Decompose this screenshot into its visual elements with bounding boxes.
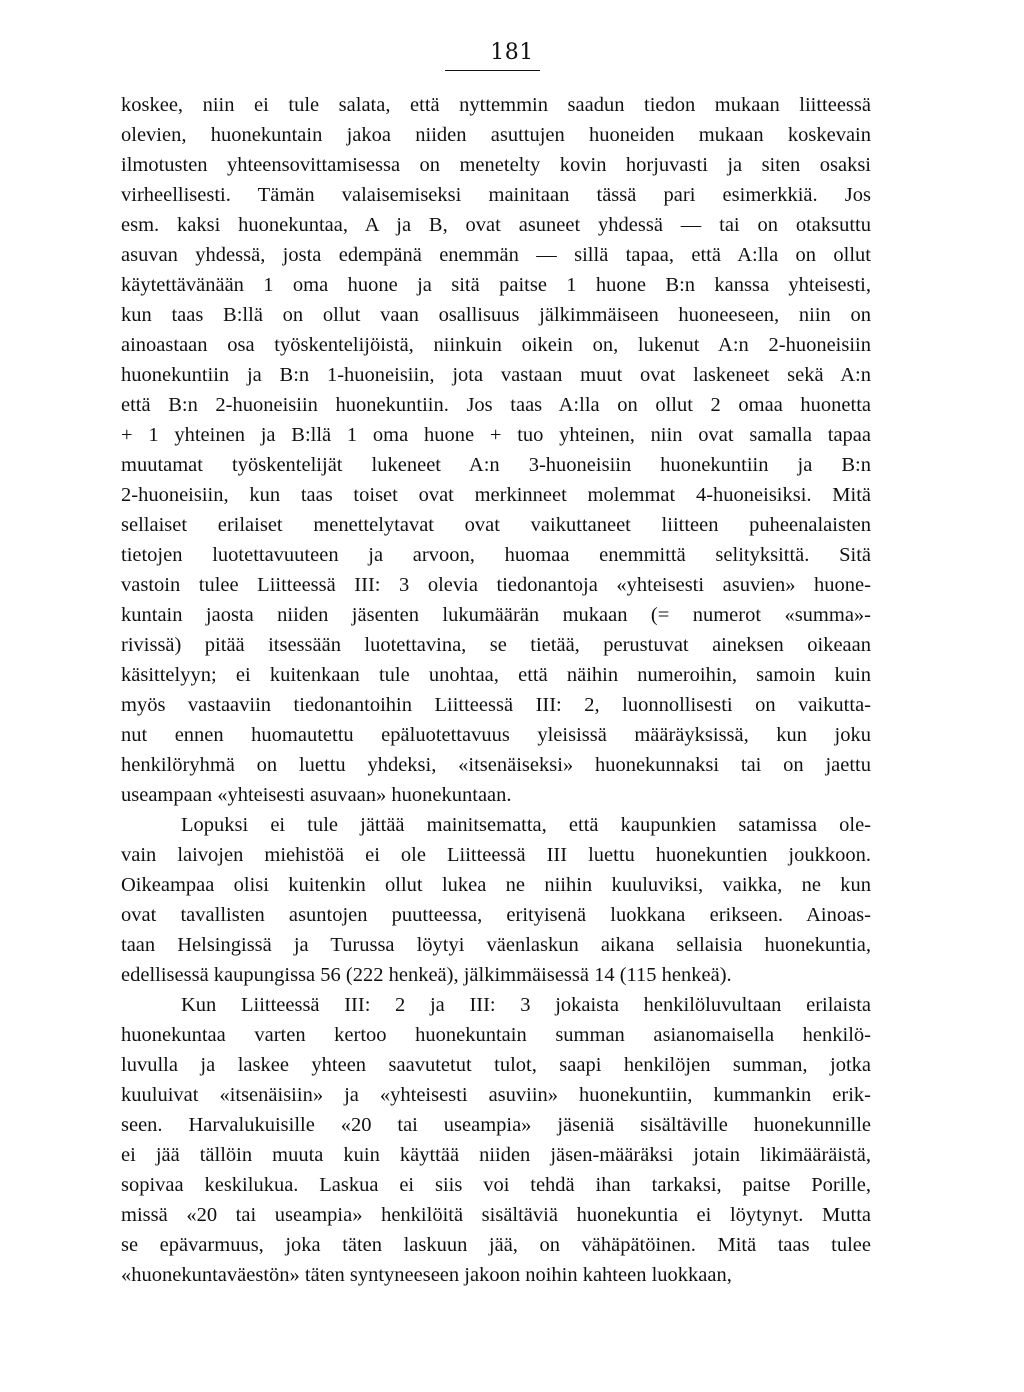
text-line: myös vastaaviin tiedonantoihin Liitteessä III: 2, luonnollisesti on vaikutta- [121, 694, 871, 716]
paragraph [121, 990, 871, 1290]
text-line: sellaiset erilaiset menettelytavat ovat vaikuttaneet liitteen puheenalaisten [121, 514, 871, 536]
text-line: vain laivojen miehistöä ei ole Liitteessä III luettu huonekuntien joukkoon. [121, 844, 871, 866]
paragraph [121, 90, 871, 810]
text-line: 2-huoneisiin, kun taas toiset ovat merkinneet molemmat 4-huoneisiksi. Mitä [121, 484, 871, 506]
text-line: Oikeampaa olisi kuitenkin ollut lukea ne niihin kuuluviksi, vaikka, ne kun [121, 874, 871, 896]
text-line: muutamat työskentelijät lukeneet A:n 3-huoneisiin huonekuntiin ja B:n [121, 454, 871, 476]
text-line: käytettävänään 1 oma huone ja sitä paitse 1 huone B:n kanssa yhteisesti, [121, 274, 871, 296]
text-line: asuvan yhdessä, josta edempänä enemmän — sillä tapaa, että A:lla on ollut [121, 244, 871, 266]
text-line: koskee, niin ei tule salata, että nyttemmin saadun tiedon mukaan liitteessä [121, 94, 871, 116]
text-line: seen. Harvalukuisille «20 tai useampia» jäseniä sisältäville huonekunnille [121, 1114, 871, 1136]
text-line: edellisessä kaupungissa 56 (222 henkeä), jälkimmäisessä 14 (115 henkeä). [121, 964, 732, 986]
text-line: missä «20 tai useampia» henkilöitä sisältäviä huonekuntia ei löytynyt. Mutta [121, 1204, 871, 1226]
text-line: nut ennen huomautettu epäluotettavuus yleisissä määräyksissä, kun joku [121, 724, 871, 746]
text-line: kuuluivat «itsenäisiin» ja «yhteisesti asuviin» huonekuntiin, kummankin erik- [121, 1084, 871, 1106]
text-line: ei jää tällöin muuta kuin käyttää niiden jäsen-määräksi jotain likimääräistä, [121, 1144, 871, 1166]
text-line: ainoastaan osa työskentelijöistä, niinkuin oikein on, lukenut A:n 2-huoneisiin [121, 334, 871, 356]
text-line: huonekuntiin ja B:n 1-huoneisiin, jota vastaan muut ovat laskeneet sekä A:n [121, 364, 871, 386]
text-line: esm. kaksi huonekuntaa, A ja B, ovat asuneet yhdessä — tai on otaksuttu [121, 214, 871, 236]
text-line: se epävarmuus, joka täten laskuun jää, on vähäpätöinen. Mitä taas tulee [121, 1234, 871, 1256]
text-line: kuntain jaosta niiden jäsenten lukumäärän mukaan (= numerot «summa»- [121, 604, 871, 626]
text-line: luvulla ja laskee yhteen saavutetut tulot, saapi henkilöjen summan, jotka [121, 1054, 871, 1076]
text-line: vastoin tulee Liitteessä III: 3 olevia tiedonantoja «yhteisesti asuvien» huone- [121, 574, 871, 596]
text-line: rivissä) pitää itsessään luotettavina, se tietää, perustuvat aineksen oikeaan [121, 634, 871, 656]
paragraph [121, 810, 871, 990]
text-line: virheellisesti. Tämän valaisemiseksi mainitaan tässä pari esimerkkiä. Jos [121, 184, 871, 206]
text-line: kun taas B:llä on ollut vaan osallisuus jälkimmäiseen huoneeseen, niin on [121, 304, 871, 326]
text-line: Kun Liitteessä III: 2 ja III: 3 jokaista henkilöluvultaan erilaista [181, 994, 871, 1016]
text-line: huonekuntaa varten kertoo huonekuntain summan asianomaisella henkilö- [121, 1024, 871, 1046]
text-line: Lopuksi ei tule jättää mainitsematta, että kaupunkien satamissa ole- [181, 814, 871, 836]
text-line: ovat tavallisten asuntojen puutteessa, erityisenä luokkana erikseen. Ainoas- [121, 904, 871, 926]
text-line: «huonekuntaväestön» täten syntyneeseen jakoon noihin kahteen luokkaan, [121, 1264, 732, 1286]
page-number-rule [445, 70, 540, 71]
text-line: useampaan «yhteisesti asuvaan» huonekuntaan. [121, 784, 512, 806]
text-line: tietojen luotettavuuteen ja arvoon, huomaa enemmittä selityksittä. Sitä [121, 544, 871, 566]
text-line: olevien, huonekuntain jakoa niiden asuttujen huoneiden mukaan koskevain [121, 124, 871, 146]
text-line: käsittelyyn; ei kuitenkaan tule unohtaa, että näihin numeroihin, samoin kuin [121, 664, 871, 686]
text-line: taan Helsingissä ja Turussa löytyi väenlaskun aikana sellaisia huonekuntia, [121, 934, 871, 956]
text-line: + 1 yhteinen ja B:llä 1 oma huone + tuo yhteinen, niin ovat samalla tapaa [121, 424, 871, 446]
text-line: sopivaa keskilukua. Laskua ei siis voi tehdä ihan tarkaksi, paitse Porille, [121, 1174, 871, 1196]
page-number: 181 [490, 40, 534, 65]
text-line: henkilöryhmä on luettu yhdeksi, «itsenäiseksi» huonekunnaksi tai on jaettu [121, 754, 871, 776]
text-line: ilmotusten yhteensovittamisessa on menetelty kovin horjuvasti ja siten osaksi [121, 154, 871, 176]
text-line: että B:n 2-huoneisiin huonekuntiin. Jos taas A:lla on ollut 2 omaa huonetta [121, 394, 871, 416]
body-text [121, 90, 871, 1290]
